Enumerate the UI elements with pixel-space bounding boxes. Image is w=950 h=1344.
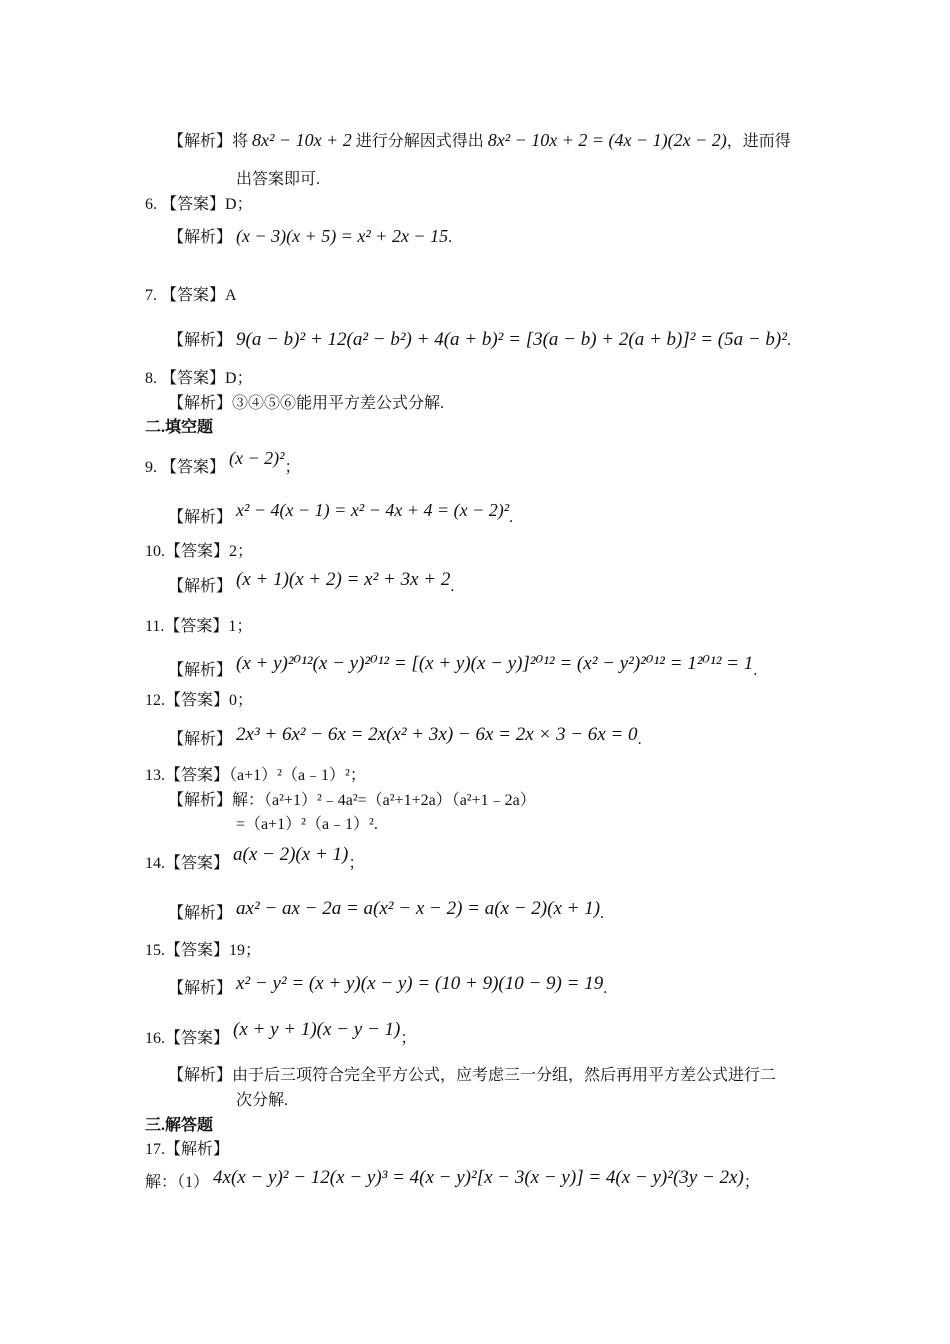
math-expression: (x + 1)(x + 2) = x² + 3x + 2 xyxy=(236,569,451,590)
math-expression: x² − 4(x − 1) = x² − 4x + 4 = (x − 2)² xyxy=(236,500,510,520)
separator: ； xyxy=(284,459,301,476)
item12-answer-line xyxy=(145,691,253,711)
jiexi-label: 【解析】 xyxy=(168,980,233,997)
solution-prefix: 解：（1） xyxy=(145,1174,210,1191)
item-number: 12. xyxy=(145,692,165,709)
separator: ； xyxy=(400,1030,417,1047)
item8-answer-line xyxy=(145,369,253,389)
daan-label: 【答案】 xyxy=(165,942,230,959)
item17-solution-line xyxy=(145,1167,760,1193)
daan-label: 【答案】 xyxy=(165,855,230,872)
item16-answer-line xyxy=(145,1019,417,1049)
jiexi-label: 【解析】 xyxy=(168,1067,233,1084)
item8-jiexi-line xyxy=(168,394,444,414)
item16-jiexi-continuation: 次分解. xyxy=(236,1092,289,1109)
text: 将 xyxy=(232,133,249,150)
item14-answer-line xyxy=(145,844,365,874)
item15-jiexi-line xyxy=(168,973,608,999)
text: 由于后三项符合完全平方公式，应考虑三一分组，然后再用平方差公式进行二 xyxy=(232,1067,777,1084)
text: ，进而得 xyxy=(726,133,791,150)
item12-jiexi-line xyxy=(168,724,642,750)
math-answer: (x − 2)² xyxy=(229,448,285,468)
item13-jiexi-line xyxy=(168,791,536,811)
period: . xyxy=(600,905,605,922)
item5-jiexi-continuation: 出答案即可. xyxy=(236,171,321,188)
daan-label: 【答案】 xyxy=(161,459,226,476)
daan-label: 【答案】 xyxy=(161,196,226,213)
answer: 0； xyxy=(229,692,254,709)
jiexi-label: 【解析】 xyxy=(168,731,233,748)
item17-header-line xyxy=(145,1140,229,1160)
item11-jiexi-line xyxy=(168,653,758,681)
math-expression: 4x(x − y)² − 12(x − y)³ = 4(x − y)²[x − 3(x − y)] = 4(x − y)²(3y − 2x) xyxy=(213,1167,744,1188)
item-number: 10. xyxy=(145,543,165,560)
jiexi-label: 【解析】 xyxy=(168,662,233,679)
jiexi-label: 【解析】 xyxy=(165,1141,230,1158)
jiexi-label: 【解析】 xyxy=(168,332,233,349)
item-number: 7. xyxy=(145,287,157,304)
period: . xyxy=(603,980,608,997)
item-number: 9. xyxy=(145,459,157,476)
separator: ； xyxy=(743,1174,760,1191)
separator: ； xyxy=(348,855,365,872)
math-expression: 9(a − b)² + 12(a² − b²) + 4(a + b)² = [3(a − b) + 2(a + b)]² = (5a − b)² xyxy=(236,329,787,350)
jiexi-label: 【解析】 xyxy=(168,905,233,922)
text: 进行分解因式得出 xyxy=(355,133,484,150)
answer: A xyxy=(225,287,237,304)
text: ③④⑤⑥能用平方差公式分解. xyxy=(232,395,445,412)
period: . xyxy=(637,731,642,748)
daan-label: 【答案】 xyxy=(161,370,226,387)
daan-label: 【答案】 xyxy=(165,767,230,784)
item16-jiexi-line xyxy=(168,1066,776,1086)
item6-answer-line xyxy=(145,195,253,215)
item14-jiexi-line xyxy=(168,898,605,924)
item13-jiexi-continuation: =（a+1）²（a﹣1）². xyxy=(236,816,378,833)
math-expression: (x − 3)(x + 5) = x² + 2x − 15 xyxy=(236,226,449,246)
jiexi-label: 【解析】 xyxy=(168,509,233,526)
text: 解：（a²+1）²﹣4a²=（a²+1+2a）（a²+1﹣2a） xyxy=(232,792,536,809)
math-expression: 8x² − 10x + 2 xyxy=(252,130,352,150)
item13-answer-line xyxy=(145,766,366,786)
item-number: 6. xyxy=(145,196,157,213)
answer: D； xyxy=(225,370,253,387)
daan-label: 【答案】 xyxy=(165,543,230,560)
math-answer: a(x − 2)(x + 1) xyxy=(233,844,349,865)
jiexi-label: 【解析】 xyxy=(168,792,233,809)
daan-label: 【答案】 xyxy=(165,1030,230,1047)
section-heading-fill-in: 二.填空题 xyxy=(145,419,214,436)
item7-jiexi-line xyxy=(168,330,791,351)
jiexi-label: 【解析】 xyxy=(168,229,233,246)
math-expression: 2x³ + 6x² − 6x = 2x(x² + 3x) − 6x = 2x × 3 − 6x = 0 xyxy=(236,724,638,745)
answer: D； xyxy=(225,196,253,213)
item15-answer-line xyxy=(145,941,261,961)
item5-jiexi-line xyxy=(168,130,791,152)
item-number: 16. xyxy=(145,1030,165,1047)
answer: 2； xyxy=(229,543,254,560)
item-number: 15. xyxy=(145,942,165,959)
item-number: 8. xyxy=(145,370,157,387)
item-number: 14. xyxy=(145,855,165,872)
item6-jiexi-line xyxy=(168,226,452,248)
period: . xyxy=(786,332,791,349)
item11-answer-line xyxy=(145,617,252,637)
period: . xyxy=(753,662,758,679)
item10-answer-line xyxy=(145,542,253,562)
item7-answer-line xyxy=(145,286,237,306)
item9-jiexi-line xyxy=(168,500,514,528)
math-expression: ax² − ax − 2a = a(x² − x − 2) = a(x − 2)(x + 1) xyxy=(236,898,601,919)
jiexi-label: 【解析】 xyxy=(168,133,233,150)
daan-label: 【答案】 xyxy=(165,692,230,709)
item-number: 11. xyxy=(145,618,165,635)
math-expression: x² − y² = (x + y)(x − y) = (10 + 9)(10 − 9) = 19 xyxy=(236,973,604,994)
item-number: 13. xyxy=(145,767,165,784)
period: . xyxy=(448,229,453,246)
daan-label: 【答案】 xyxy=(164,618,229,635)
math-expression: (x + y)²⁰¹²(x − y)²⁰¹² = [(x + y)(x − y)]²⁰¹² = (x² − y²)²⁰¹² = 1²⁰¹² = 1 xyxy=(236,653,754,674)
item-number: 17. xyxy=(145,1141,165,1158)
item9-answer-line xyxy=(145,448,301,478)
answer: 19； xyxy=(229,942,262,959)
answer: 1； xyxy=(228,618,253,635)
math-expression: 8x² − 10x + 2 = (4x − 1)(2x − 2) xyxy=(487,130,727,150)
answer: （a+1）²（a﹣1）²； xyxy=(229,767,366,784)
item10-jiexi-line xyxy=(168,569,455,597)
period: . xyxy=(450,578,455,595)
daan-label: 【答案】 xyxy=(161,287,226,304)
period: . xyxy=(509,509,514,526)
jiexi-label: 【解析】 xyxy=(168,395,233,412)
section-heading-solutions: 三.解答题 xyxy=(145,1117,214,1134)
jiexi-label: 【解析】 xyxy=(168,578,233,595)
math-answer: (x + y + 1)(x − y − 1) xyxy=(233,1019,401,1040)
